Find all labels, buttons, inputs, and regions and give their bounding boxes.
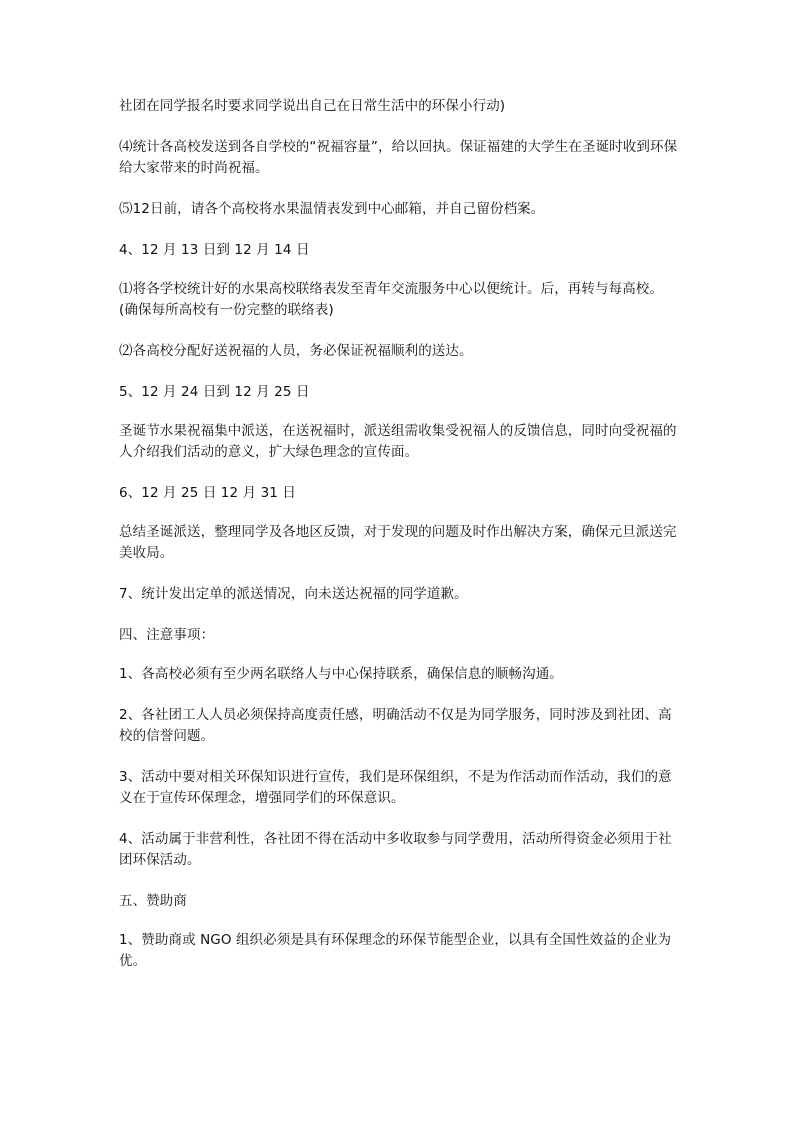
note-4: 4、活动属于非营利性，各社团不得在活动中多收取参与同学费用，活动所得资金必须用于社团环保活动。: [119, 831, 672, 868]
paragraph-step-4: ⑷统计各高校发送到各自学校的“祝福容量”，给以回执。保证福建的大学生在圣诞时收到环保给大家带来的时尚祝福。: [119, 139, 678, 176]
sponsor-1: 1、赞助商或 NGO 组织必须是具有环保理念的环保节能型企业，以具有全国性效益的企业为优。: [119, 932, 672, 969]
paragraph-step-2: ⑵各高校分配好送祝福的人员，务必保证祝福顺利的送达。: [119, 343, 473, 359]
paragraph-summary: 总结圣诞派送，整理同学及各地区反馈，对于发现的问题及时作出解决方案，确保元旦派送完美收局。: [119, 524, 677, 561]
paragraph-christmas-delivery: 圣诞节水果祝福集中派送，在送祝福时，派送组需收集受祝福人的反馈信息，同时向受祝福的人介绍我们活动的意义，扩大绿色理念的宣传面。: [119, 423, 677, 460]
paragraph-step-5: ⑸12日前，请各个高校将水果温情表发到中心邮箱，并自己留份档案。: [119, 201, 545, 217]
document-body: [119, 96, 679, 992]
note-1: 1、各高校必须有至少两名联络人与中心保持联系，确保信息的顺畅沟通。: [119, 666, 563, 682]
paragraph-apology: 7、统计发出定单的派送情况，向未送达祝福的同学道歉。: [119, 586, 468, 602]
paragraph-registration-note: 社团在同学报名时要求同学说出自己在日常生活中的环保小行动): [119, 98, 506, 114]
section-heading-5: 5、12 月 24 日到 12 月 25 日: [119, 384, 310, 400]
note-3: 3、活动中要对相关环保知识进行宣传，我们是环保组织，不是为作活动而作活动，我们的意义在于宣传环保理念，增强同学们的环保意识。: [119, 769, 672, 806]
paragraph-step-1: ⑴将各学校统计好的水果高校联络表发至青年交流服务中心以便统计。后，再转与每高校。(确保每所高校有一份完整的联络表): [119, 281, 663, 318]
section-heading-6: 6、12 月 25 日 12 月 31 日: [119, 485, 296, 501]
section-heading-4: 4、12 月 13 日到 12 月 14 日: [119, 242, 310, 258]
section-heading-notes: 四、注意事项：: [119, 627, 215, 643]
note-2: 2、各社团工人人员必须保持高度责任感，明确活动不仅是为同学服务，同时涉及到社团、高校的信誉问题。: [119, 707, 672, 744]
section-heading-sponsors: 五、赞助商: [119, 893, 187, 909]
